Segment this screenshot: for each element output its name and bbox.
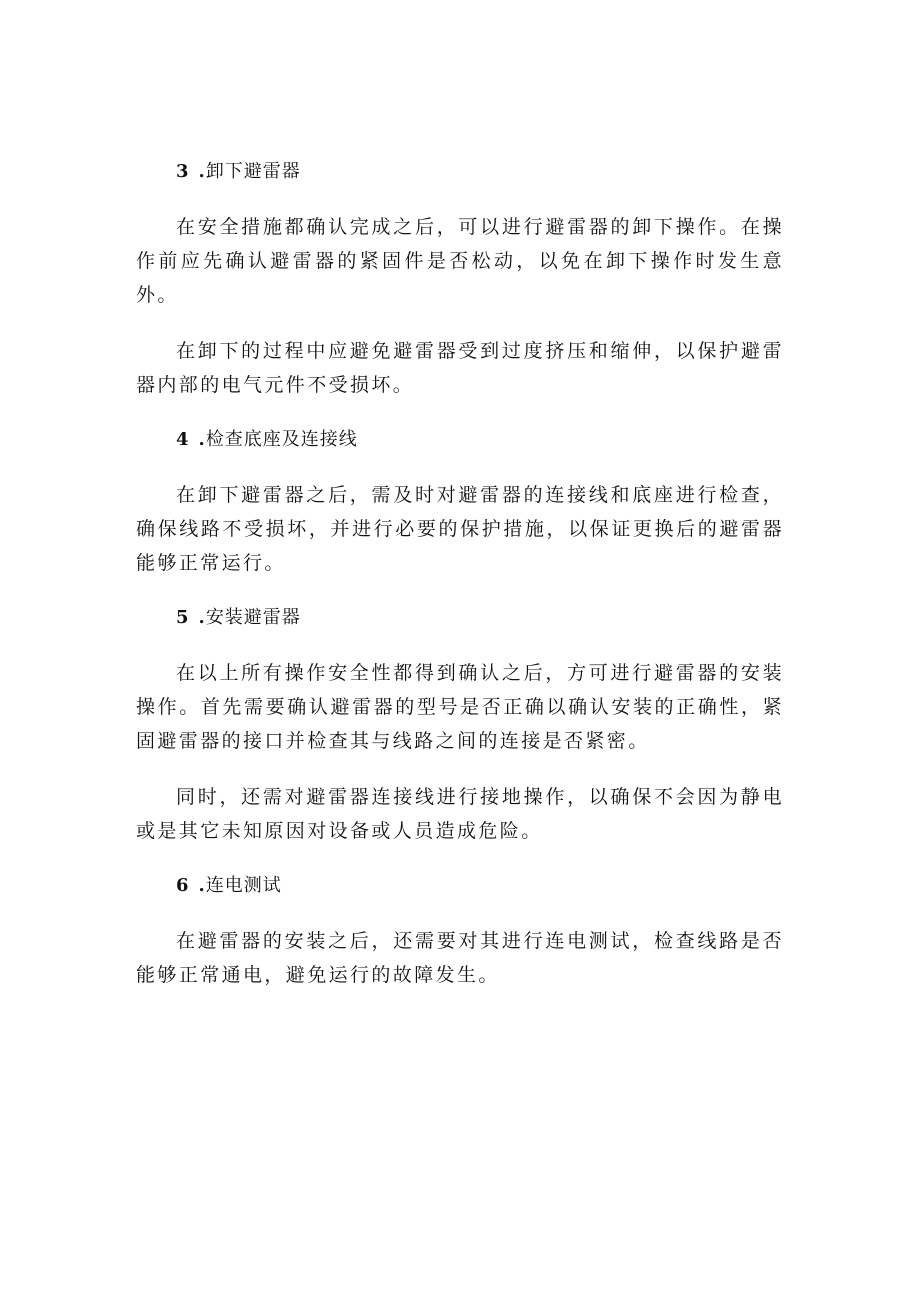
paragraph: 在卸下避雷器之后，需及时对避雷器的连接线和底座进行检查，确保线路不受损坏，并进行必要的保护措施，以保证更换后的避雷器能够正常运行。 xyxy=(136,484,784,574)
paragraph: 在卸下的过程中应避免避雷器受到过度挤压和缩伸，以保护避雷器内部的电气元件不受损坏。 xyxy=(136,340,784,396)
paragraph: 同时，还需对避雷器连接线进行接地操作，以确保不会因为静电或是其它未知原因对设备或人员造成危险。 xyxy=(136,786,784,842)
section-separator: . xyxy=(198,161,206,182)
section-title: 安装避雷器 xyxy=(205,607,301,628)
section-number: 3 xyxy=(176,161,189,182)
section-separator: . xyxy=(198,607,206,628)
section-title: 连电测试 xyxy=(205,875,282,896)
section-title: 检查底座及连接线 xyxy=(205,429,358,450)
section-number: 5 xyxy=(176,607,189,628)
section-title: 卸下避雷器 xyxy=(205,161,301,182)
section-number: 4 xyxy=(176,429,189,450)
section-separator: . xyxy=(198,429,206,450)
paragraph: 在安全措施都确认完成之后，可以进行避雷器的卸下操作。在操作前应先确认避雷器的紧固件是否松动，以免在卸下操作时发生意外。 xyxy=(136,216,784,306)
section-separator: . xyxy=(198,875,206,896)
document-body xyxy=(136,156,784,1014)
paragraph: 在避雷器的安装之后，还需要对其进行连电测试，检查线路是否能够正常通电，避免运行的故障发生。 xyxy=(136,930,784,986)
section-heading-3 xyxy=(136,156,784,188)
section-number: 6 xyxy=(176,875,189,896)
section-heading-4 xyxy=(136,424,784,456)
section-heading-5 xyxy=(136,602,784,634)
section-heading-6 xyxy=(136,870,784,902)
paragraph: 在以上所有操作安全性都得到确认之后，方可进行避雷器的安装操作。首先需要确认避雷器的型号是否正确以确认安装的正确性，紧固避雷器的接口并检查其与线路之间的连接是否紧密。 xyxy=(136,662,784,752)
